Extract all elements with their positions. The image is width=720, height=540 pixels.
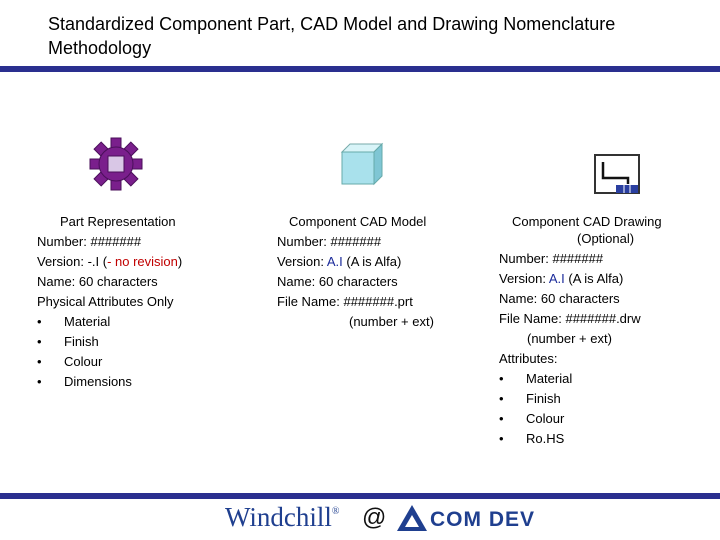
drawing-version: Version: A.I (A is Alfa): [499, 271, 624, 286]
drawing-icon: [594, 154, 642, 196]
comdev-logo-icon: [396, 504, 428, 532]
slide-title: Standardized Component Part, CAD Model and Drawing Nomenclature Methodology: [48, 14, 616, 58]
drawing-number: Number: #######: [499, 251, 604, 266]
drawing-heading-note: (Optional): [577, 231, 635, 246]
drawing-heading: Component CAD Drawing: [512, 214, 662, 229]
list-item: • Finish: [499, 391, 561, 406]
part-version-note: - no revision: [107, 254, 178, 269]
model-file-name: File Name: #######.prt: [277, 294, 413, 309]
top-divider: [0, 66, 720, 72]
cad-model-block: [277, 212, 477, 332]
part-name: Name: 60 characters: [37, 274, 158, 289]
drawing-attributes-label: Attributes:: [499, 351, 558, 366]
model-version-code: A.I: [326, 254, 343, 269]
drawing-name: Name: 60 characters: [499, 291, 620, 306]
model-file-note: (number + ext): [349, 314, 434, 329]
drawing-version-code: A.I: [548, 271, 565, 286]
part-heading: Part Representation: [60, 214, 176, 229]
model-number: Number: #######: [277, 234, 382, 249]
model-name: Name: 60 characters: [277, 274, 398, 289]
footer-logos: [225, 500, 545, 536]
comdev-logo-text: COM DEV: [430, 508, 536, 531]
at-sign: @: [362, 504, 387, 531]
list-item: • Colour: [37, 354, 103, 369]
drawing-file-name: File Name: #######.drw: [499, 311, 641, 326]
part-version: Version: -.I (- no revision): [37, 254, 183, 269]
windchill-logo: Windchill®: [225, 502, 340, 532]
list-item: • Colour: [499, 411, 565, 426]
part-attributes-label: Physical Attributes Only: [37, 294, 174, 309]
list-item: • Material: [499, 371, 573, 386]
model-version: Version: A.I (A is Alfa): [277, 254, 402, 269]
list-item: • Finish: [37, 334, 99, 349]
cube-icon: [338, 142, 384, 188]
bottom-divider: [0, 493, 720, 499]
list-item: • Ro.HS: [499, 431, 565, 446]
drawing-file-note: (number + ext): [527, 331, 612, 346]
part-representation-block: [37, 212, 237, 392]
part-number: Number: #######: [37, 234, 142, 249]
model-heading: Component CAD Model: [289, 214, 427, 229]
list-item: • Material: [37, 314, 111, 329]
gear-icon: [88, 136, 144, 192]
cad-drawing-block: [499, 212, 714, 449]
list-item: • Dimensions: [37, 374, 132, 389]
